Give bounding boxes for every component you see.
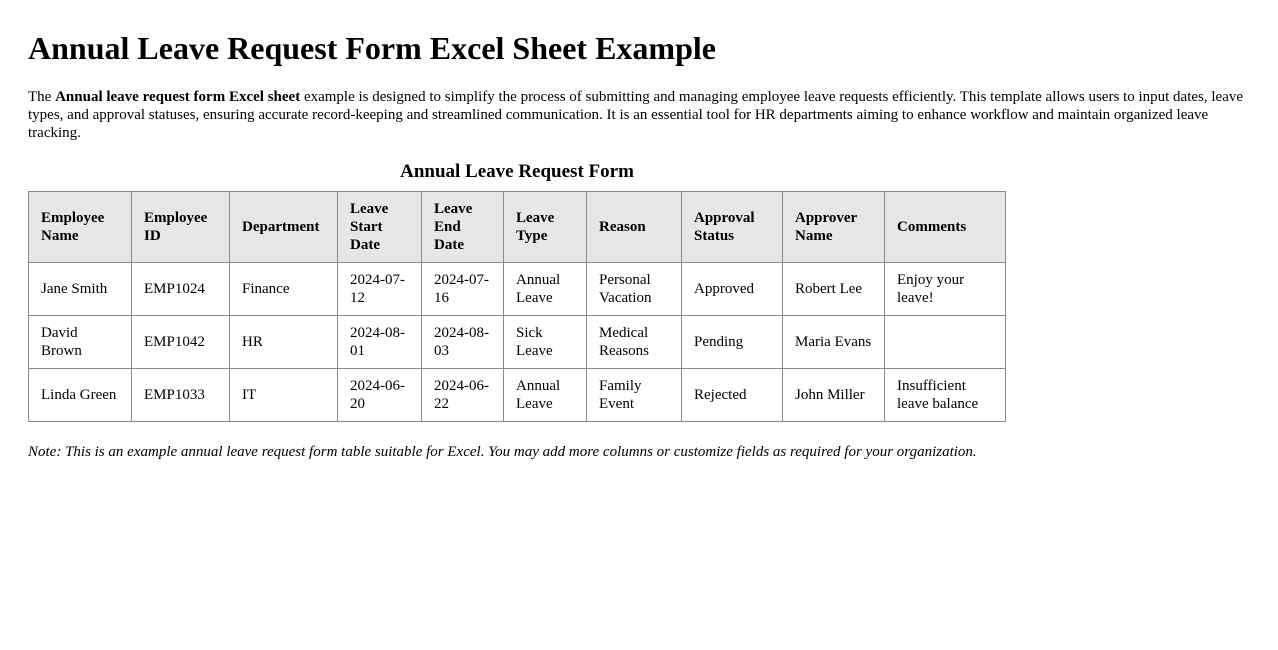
cell-leave-type: Annual Leave xyxy=(504,369,587,422)
table-caption: Annual Leave Request Form xyxy=(400,161,634,182)
cell-comments xyxy=(885,316,1006,369)
cell-department: Finance xyxy=(230,263,338,316)
leave-request-table xyxy=(28,191,1006,422)
cell-leave-start-date: 2024-08-01 xyxy=(338,316,422,369)
cell-approval-status: Approved xyxy=(682,263,783,316)
cell-employee-name: David Brown xyxy=(29,316,132,369)
cell-employee-id: EMP1033 xyxy=(132,369,230,422)
header-employee-id: Employee ID xyxy=(132,192,230,263)
cell-employee-name: Jane Smith xyxy=(29,263,132,316)
cell-approver-name: Maria Evans xyxy=(783,316,885,369)
cell-employee-id: EMP1024 xyxy=(132,263,230,316)
cell-leave-end-date: 2024-08-03 xyxy=(422,316,504,369)
intro-suffix: example is designed to simplify the process of submitting and managing employee leave requests efficiently. This template allows users to input dates, leave types, and approval statuses, ensuring accurate record-keeping and streamlined communication. It is an essential tool for HR departments aiming to enhance workflow and maintain organized leave tracking. xyxy=(28,89,1244,141)
header-approver-name: Approver Name xyxy=(783,192,885,263)
header-department: Department xyxy=(230,192,338,263)
header-reason: Reason xyxy=(587,192,682,263)
table-row xyxy=(29,263,1006,316)
table-row xyxy=(29,369,1006,422)
cell-reason: Personal Vacation xyxy=(587,263,682,316)
header-employee-name: Employee Name xyxy=(29,192,132,263)
cell-approval-status: Rejected xyxy=(682,369,783,422)
cell-reason: Family Event xyxy=(587,369,682,422)
cell-department: IT xyxy=(230,369,338,422)
cell-leave-end-date: 2024-07-16 xyxy=(422,263,504,316)
intro-bold-term: Annual leave request form Excel sheet xyxy=(55,89,301,105)
cell-leave-start-date: 2024-07-12 xyxy=(338,263,422,316)
cell-approver-name: Robert Lee xyxy=(783,263,885,316)
table-header-row xyxy=(29,192,1006,263)
header-leave-type: Leave Type xyxy=(504,192,587,263)
header-comments: Comments xyxy=(885,192,1006,263)
page-title: Annual Leave Request Form Excel Sheet Example xyxy=(28,30,716,66)
header-approval-status: Approval Status xyxy=(682,192,783,263)
header-leave-start-date: Leave Start Date xyxy=(338,192,422,263)
cell-department: HR xyxy=(230,316,338,369)
header-leave-end-date: Leave End Date xyxy=(422,192,504,263)
cell-comments: Insufficient leave balance xyxy=(885,369,1006,422)
cell-approval-status: Pending xyxy=(682,316,783,369)
cell-comments: Enjoy your leave! xyxy=(885,263,1006,316)
leave-table-section xyxy=(28,161,1006,422)
cell-employee-name: Linda Green xyxy=(29,369,132,422)
intro-prefix: The xyxy=(28,89,56,105)
cell-leave-end-date: 2024-06-22 xyxy=(422,369,504,422)
cell-reason: Medical Reasons xyxy=(587,316,682,369)
cell-leave-start-date: 2024-06-20 xyxy=(338,369,422,422)
table-row xyxy=(29,316,1006,369)
cell-leave-type: Sick Leave xyxy=(504,316,587,369)
cell-approver-name: John Miller xyxy=(783,369,885,422)
footnote: Note: This is an example annual leave request form table suitable for Excel. You may add more columns or customize fields as required for your organization. xyxy=(28,444,977,460)
cell-leave-type: Annual Leave xyxy=(504,263,587,316)
cell-employee-id: EMP1042 xyxy=(132,316,230,369)
intro-paragraph xyxy=(28,88,1253,142)
